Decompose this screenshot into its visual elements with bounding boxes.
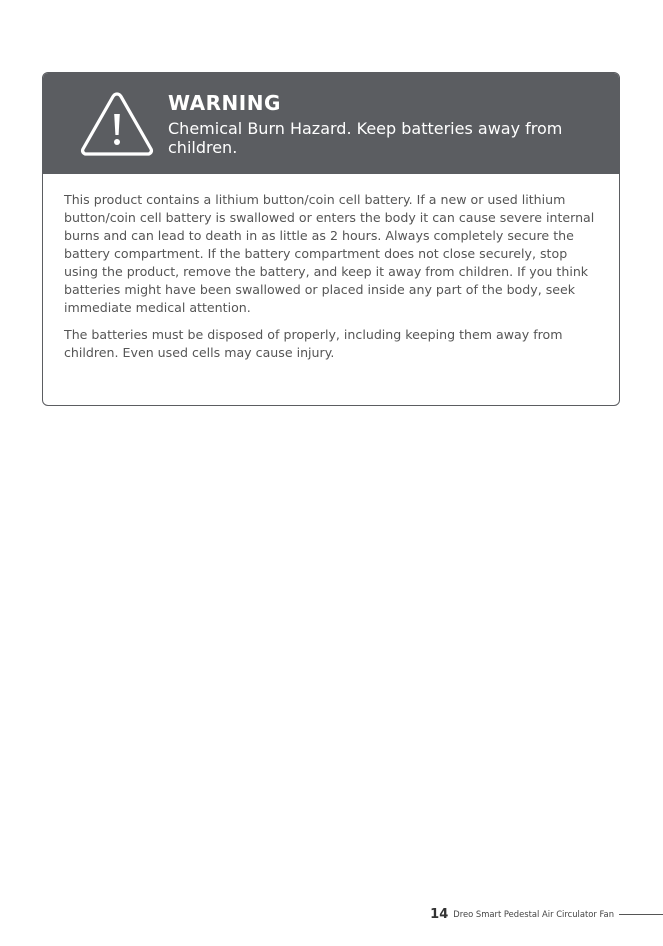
warning-title: WARNING [168,91,281,115]
warning-header [43,73,619,174]
warning-subtitle: Chemical Burn Hazard. Keep batteries away from children. [168,119,563,157]
footer-rule [619,914,663,915]
page-number: 14 [430,906,449,922]
warning-box [42,72,620,406]
warning-paragraph: The batteries must be disposed of properly, including keeping them away from children. Even used cells may cause injury. [64,327,563,360]
page-footer [430,906,663,922]
warning-triangle-icon [79,90,155,158]
warning-paragraph: This product contains a lithium button/coin cell battery. If a new or used lithium button/coin cell battery is swallowed or enters the body it can cause severe internal burns and can lead to death in as little as 2 hours. Always completely secure the battery compartment. If the battery compartment does not close securely, stop using the product, remove the battery, and keep it away from children. If you think batteries might have been swallowed or placed inside any part of the body, seek immediate medical attention. [64,192,595,315]
warning-body [64,191,604,371]
document-title: Dreo Smart Pedestal Air Circulator Fan [453,909,614,919]
